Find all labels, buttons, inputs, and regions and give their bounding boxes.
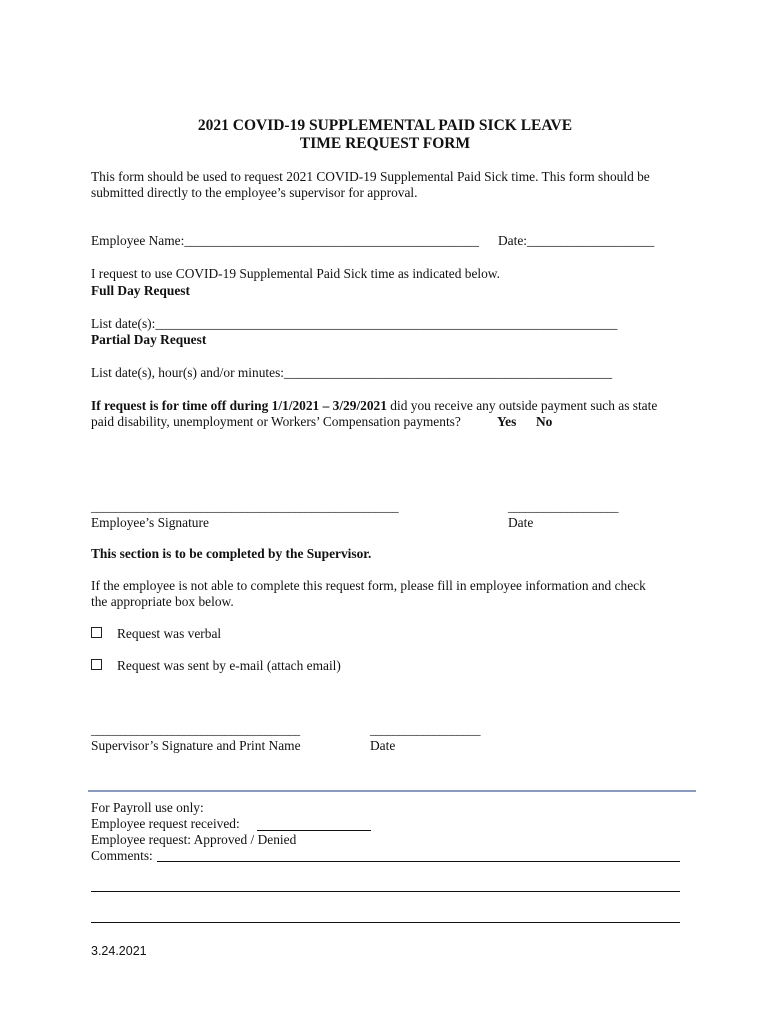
employee-signature-label: Employee’s Signature — [91, 515, 209, 530]
payroll-received-field[interactable] — [257, 830, 371, 831]
supervisor-date-field[interactable]: ___________________ — [370, 723, 481, 737]
payroll-comments-line-3[interactable] — [91, 922, 680, 923]
employee-signature-date-field[interactable]: ___________________ — [508, 500, 619, 514]
payroll-received-label: Employee request received: — [91, 816, 240, 831]
request-intro-text: I request to use COVID-19 Supplemental Paid Sick time as indicated below. — [91, 266, 500, 281]
answer-yes-option[interactable]: Yes — [497, 414, 517, 429]
supervisor-instructions-line-2: the appropriate box below. — [91, 594, 234, 609]
supervisor-instructions-line-1: If the employee is not able to complete this request form, please fill in employee information and check — [91, 578, 646, 593]
payroll-heading: For Payroll use only: — [91, 800, 204, 815]
intro-text-line-1: This form should be used to request 2021 COVID-19 Supplemental Paid Sick time. This form should be — [91, 169, 650, 184]
form-version-date: 3.24.2021 — [91, 944, 147, 958]
partial-day-heading: Partial Day Request — [91, 332, 207, 347]
payroll-status-line: Employee request: Approved / Denied — [91, 832, 297, 847]
payroll-comments-line-2[interactable] — [91, 891, 680, 892]
supervisor-signature-field[interactable]: ____________________________________ — [91, 723, 300, 737]
form-title-line-2: TIME REQUEST FORM — [299, 135, 471, 152]
intro-text-line-2: submitted directly to the employee’s supervisor for approval. — [91, 185, 418, 200]
request-verbal-label: Request was verbal — [117, 626, 222, 641]
supervisor-signature-label: Supervisor’s Signature and Print Name — [91, 738, 301, 753]
request-verbal-checkbox[interactable] — [91, 627, 102, 638]
employee-signature-field[interactable]: _____________________________________________________ — [91, 500, 399, 514]
outside-payment-question — [91, 398, 657, 414]
form-title-line-1: 2021 COVID-19 SUPPLEMENTAL PAID SICK LEAVE — [197, 117, 573, 134]
full-day-dates-field[interactable]: List date(s):_____________________________________________________________________ — [91, 316, 618, 331]
question-text: did you receive any outside payment such as state — [386, 398, 658, 413]
payroll-comments-label: Comments: — [91, 848, 153, 863]
payroll-divider — [88, 790, 696, 792]
employee-signature-date-label: Date — [508, 515, 534, 530]
answer-no-option[interactable]: No — [536, 414, 553, 429]
request-email-checkbox[interactable] — [91, 659, 102, 670]
outside-payment-question-line-2: paid disability, unemployment or Workers’ Compensation payments? — [91, 414, 461, 429]
request-email-label: Request was sent by e-mail (attach email) — [117, 658, 341, 673]
payroll-comments-field[interactable] — [157, 861, 680, 862]
employee-request-date-field[interactable]: Date:___________________ — [498, 233, 655, 248]
supervisor-section-heading: This section is to be completed by the Supervisor. — [91, 546, 372, 561]
supervisor-date-label: Date — [370, 738, 396, 753]
question-date-range: If request is for time off during 1/1/2021 – 3/29/2021 — [91, 398, 387, 413]
full-day-heading: Full Day Request — [91, 283, 190, 298]
employee-name-field[interactable]: Employee Name:____________________________________________ — [91, 233, 479, 248]
partial-day-hours-field[interactable]: List date(s), hour(s) and/or minutes:_________________________________________________ — [91, 365, 613, 380]
